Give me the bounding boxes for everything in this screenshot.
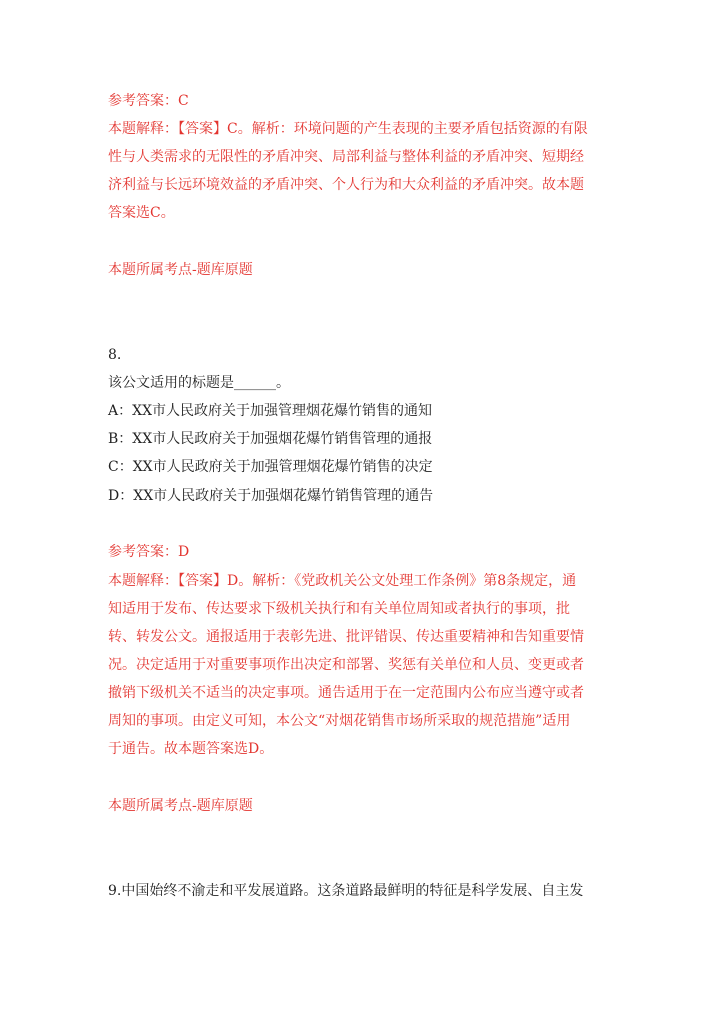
q8-stem: 该公文适用的标题是______。 — [108, 375, 290, 391]
q7-explanation-line-3: 济利益与长远环境效益的矛盾冲突、个人行为和大众利益的矛盾冲突。故本题 — [108, 177, 584, 193]
q8-explanation-line-2: 知适用于发布、传达要求下级机关执行和有关单位周知或者执行的事项，批 — [108, 601, 570, 617]
q8-source-tag: 本题所属考点-题库原题 — [108, 798, 253, 814]
q8-option-a: A：XX市人民政府关于加强管理烟花爆竹销售的通知 — [108, 403, 433, 419]
q8-number: 8. — [108, 347, 122, 363]
q7-explanation-line-1: 本题解释：【答案】C。解析：环境问题的产生表现的主要矛盾包括资源的有限 — [108, 121, 588, 137]
q9-stem: 9.中国始终不渝走和平发展道路。这条道路最鲜明的特征是科学发展、自主发 — [108, 883, 584, 899]
q8-option-d: D：XX市人民政府关于加强烟花爆竹销售管理的通告 — [108, 488, 434, 504]
q7-source-tag: 本题所属考点-题库原题 — [108, 262, 253, 278]
q7-explanation-line-2: 性与人类需求的无限性的矛盾冲突、局部利益与整体利益的矛盾冲突、短期经 — [108, 149, 584, 165]
q8-explanation-line-7: 于通告。故本题答案选D。 — [108, 741, 274, 757]
q8-option-b: B：XX市人民政府关于加强烟花爆竹销售管理的通报 — [108, 431, 433, 447]
q8-option-c: C：XX市人民政府关于加强管理烟花爆竹销售的决定 — [108, 459, 433, 475]
q8-explanation-line-5: 撤销下级机关不适当的决定事项。通告适用于在一定范围内公布应当遵守或者 — [108, 685, 584, 701]
q8-explanation-line-4: 况。决定适用于对重要事项作出决定和部署、奖惩有关单位和人员、变更或者 — [108, 657, 584, 673]
q7-answer: 参考答案：C — [108, 93, 189, 109]
q8-explanation-line-6: 周知的事项。由定义可知，本公文“对烟花销售市场所采取的规范措施”适用 — [108, 713, 571, 729]
q8-explanation-line-3: 转、转发公文。通报适用于表彰先进、批评错误、传达重要精神和告知重要情 — [108, 629, 584, 645]
q7-explanation-line-4: 答案选C。 — [108, 205, 175, 221]
q8-explanation-line-1: 本题解释：【答案】D。解析：《党政机关公文处理工作条例》第8条规定，通 — [108, 573, 577, 589]
q8-answer: 参考答案：D — [108, 544, 190, 560]
